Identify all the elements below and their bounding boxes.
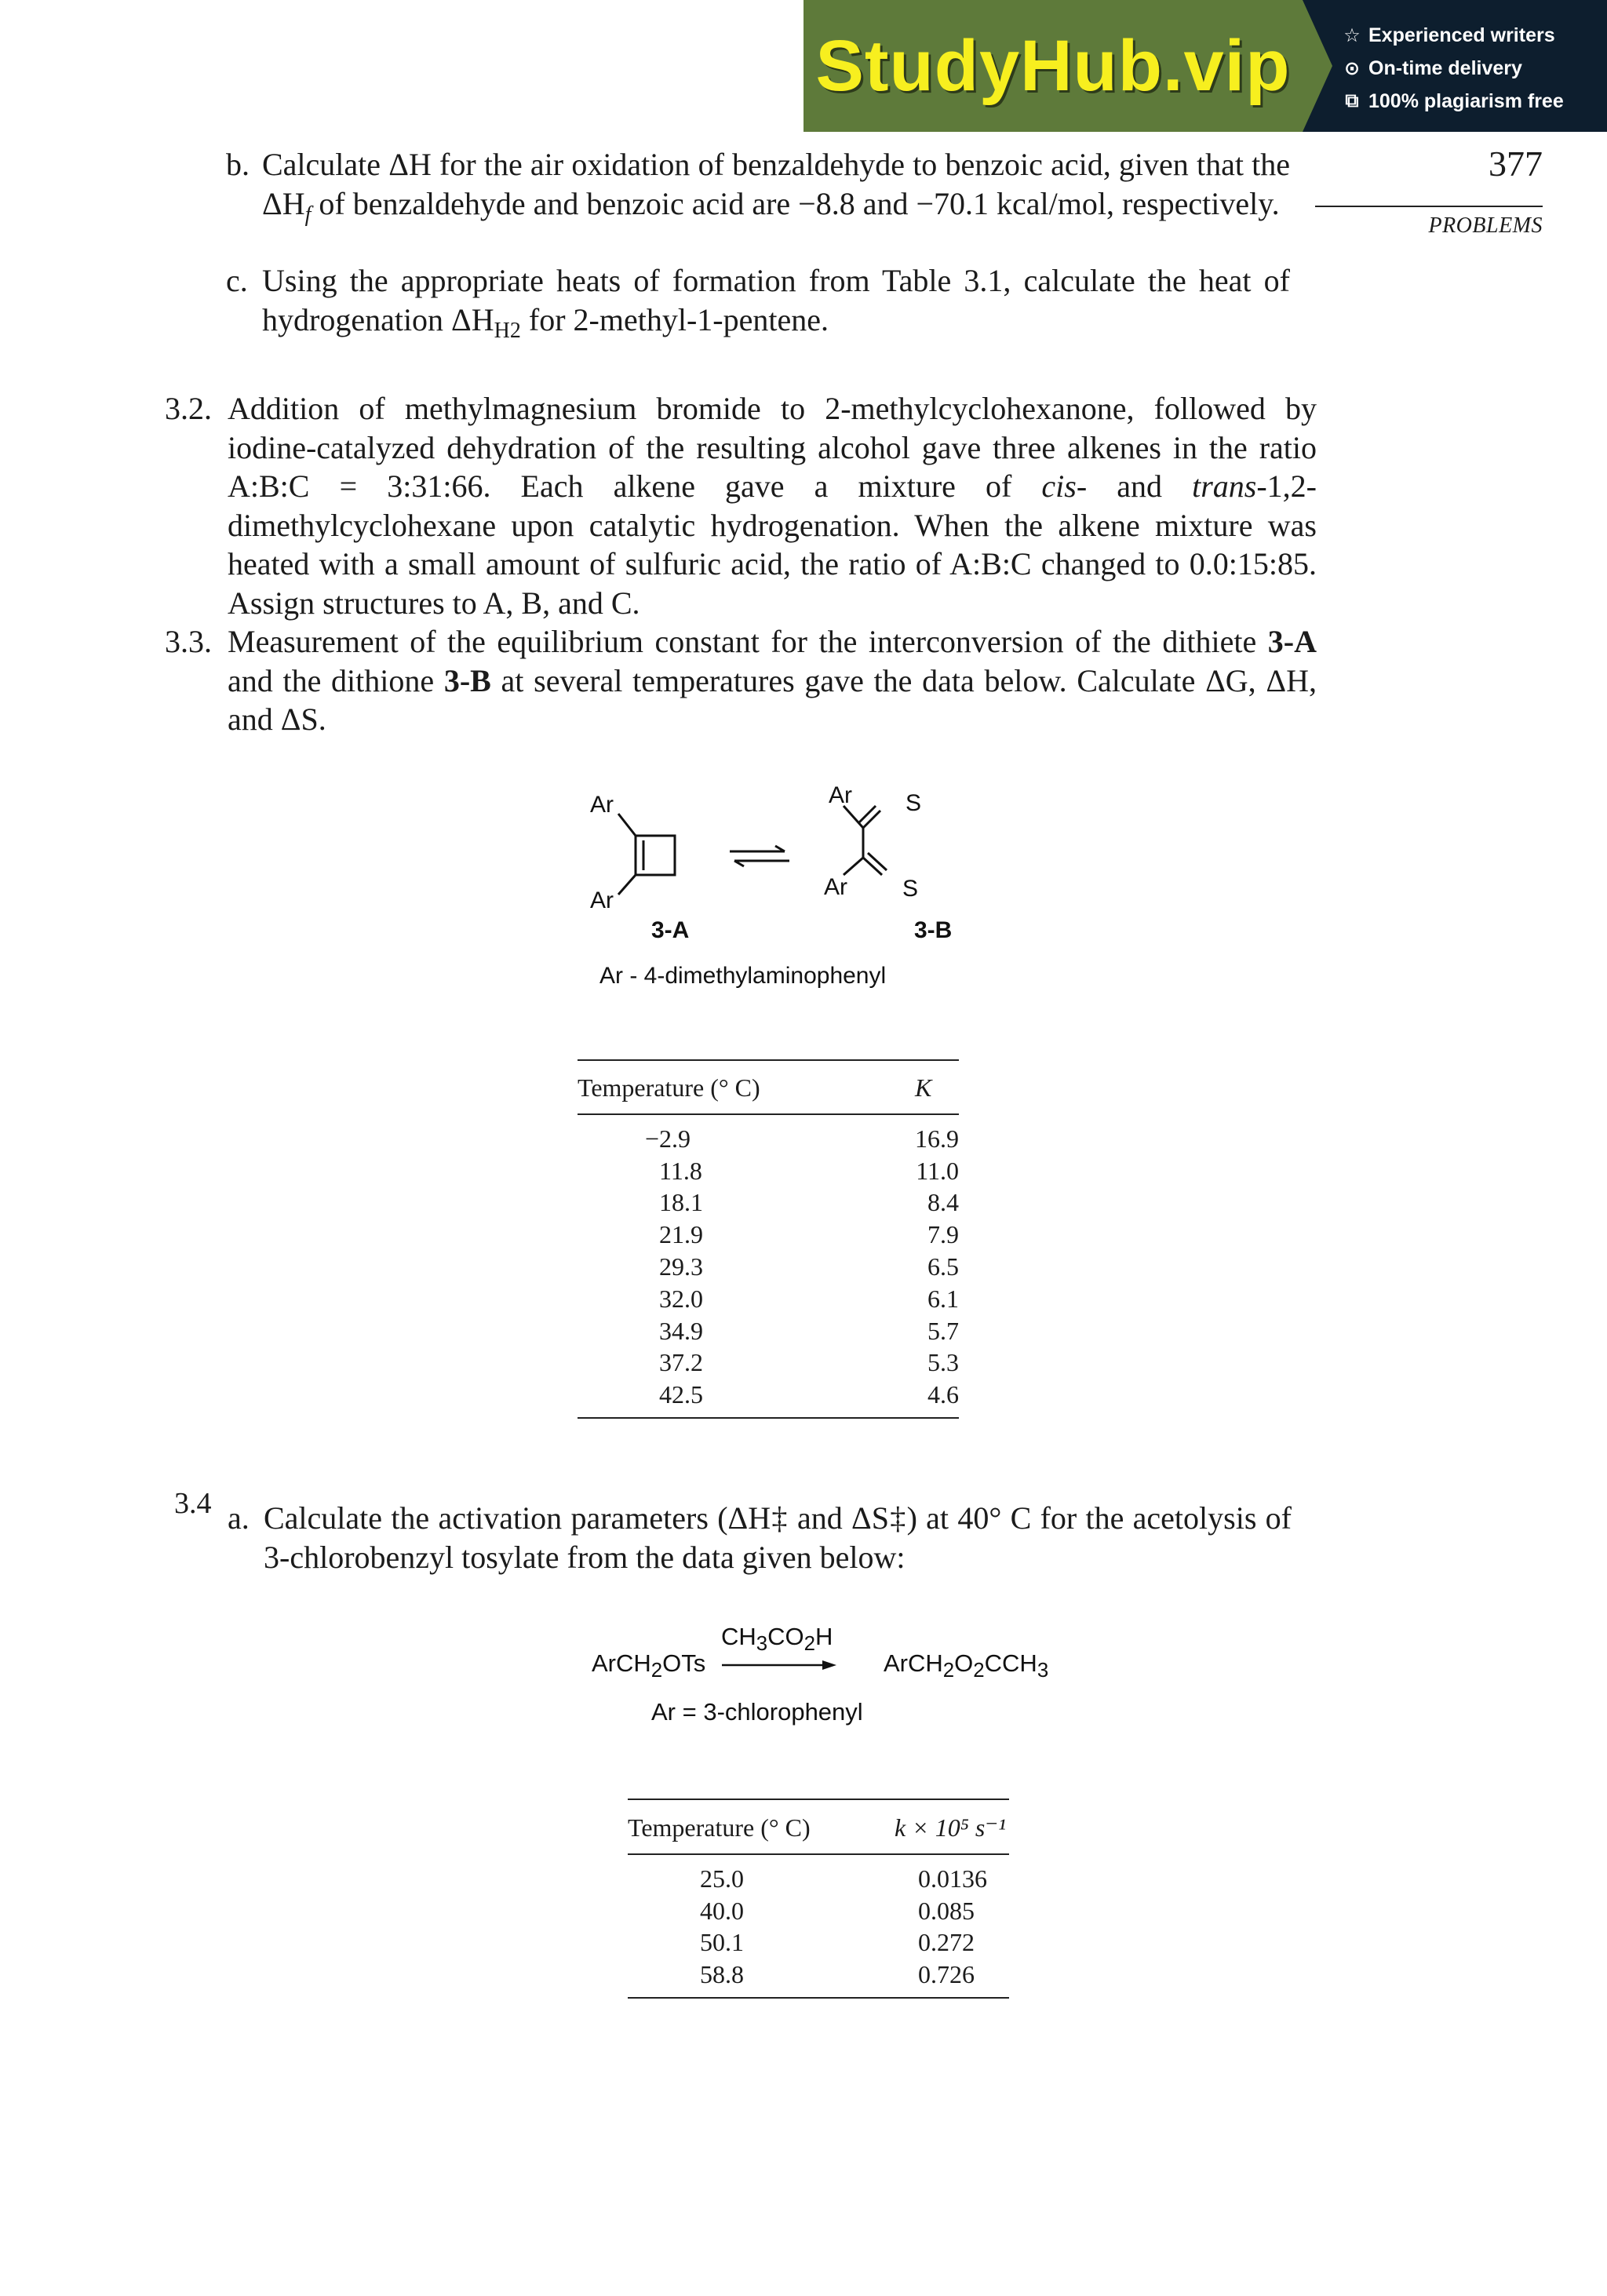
reaction-arrow [722,1659,836,1671]
scheme-caption: Ar = 3-chlorophenyl [651,1698,863,1726]
thione-bond [863,811,880,828]
compound-label: 3-B [443,662,491,698]
problem-text: Using the appropriate heats of formation from Table 3.1, calculate the heat of hydrogenation ΔH [262,263,1290,337]
aryl-bond [844,858,863,875]
perk-item [1342,85,1607,118]
perk-text: 100% plagiarism free [1368,89,1564,112]
cyclobutene-ring [636,836,675,875]
column-header-temperature: Temperature (° C) [628,1799,895,1854]
problem-text: Measurement of the equilibrium constant for the interconversion of the dithiete [228,624,1268,659]
table-row [578,1251,959,1283]
problem-text: of benzaldehyde and benzoic acid are −8.8 and −70.1 kcal/mol, respectively. [311,185,1280,221]
item-label: c. [226,263,248,298]
cell-temperature: 37.2 [659,1348,703,1377]
brand-logo[interactable]: StudyHub.vip [804,0,1303,132]
thione-bond [868,853,887,870]
table-row [578,1379,959,1418]
cell-k: 0.272 [918,1928,975,1957]
aryl-label: Ar [824,874,847,900]
problem-number: 3.4 [174,1487,212,1520]
problem-text: Calculate ΔH for the air oxidation of benzaldehyde to benzoic acid, given that the ΔH [262,147,1290,221]
perk-text: Experienced writers [1368,24,1555,46]
problem-text: and the dithione [228,662,444,698]
cell-k: 4.6 [915,1379,959,1418]
column-header-k: k × 10⁵ s⁻¹ [895,1799,1009,1854]
problem-text: Calculate the activation parameters (ΔH‡ and ΔS‡) at 40° C for the acetolysis of 3-chlorobenzyl tosylate from the data given below: [264,1500,1292,1575]
cell-temperature: 50.1 [700,1928,744,1957]
equilibrium-constant-table [578,1059,959,1419]
cell-temperature: 32.0 [659,1284,703,1313]
aryl-label: Ar [590,792,614,818]
compound-label-3a: 3-A [651,917,690,943]
italic-term: trans [1192,468,1257,504]
table-row [578,1187,959,1219]
rate-constant-table [628,1799,1009,1999]
problem-3-4-a [228,1499,1292,1576]
cell-temperature: −2.9 [645,1124,691,1153]
cell-temperature: 25.0 [700,1864,744,1893]
cell-temperature: 21.9 [659,1220,703,1249]
table-row [628,1895,1009,1927]
dithiete-dithione-scheme [549,773,989,1008]
star-icon: ☆ [1343,24,1361,46]
cell-k: 5.3 [927,1348,959,1377]
item-label: b. [226,147,250,182]
problem-text: - and [1076,468,1193,504]
table-header-row [578,1060,959,1114]
cell-k: 6.1 [927,1284,959,1313]
acetolysis-scheme [592,1616,1078,1734]
cell-k: 0.0136 [918,1864,987,1893]
cell-k: 7.9 [927,1220,959,1249]
product-label: $ArCH_2O_2CCH_3$ [884,1649,1049,1682]
table-row [578,1155,959,1187]
running-head: PROBLEMS [1428,213,1543,238]
cell-k: 0.726 [895,1959,1009,1998]
banner-arrow-divider [1303,0,1332,132]
problem-text: for 2-methyl-1-pentene. [520,301,829,337]
table-row [628,1854,1009,1895]
aryl-bond [618,875,636,895]
aryl-bond [618,814,636,836]
problem-number: 3.2. [165,391,212,426]
table-row [578,1283,959,1315]
cell-k: 5.7 [927,1316,959,1345]
problem-3-3 [165,622,1317,739]
perk-item [1342,52,1607,85]
aryl-label: Ar [829,782,852,808]
cell-temperature: 40.0 [700,1896,744,1925]
cell-temperature: 34.9 [659,1316,703,1345]
aryl-label: Ar [590,887,614,913]
compound-label-3b: 3-B [914,917,953,943]
scheme-caption: Ar - 4-dimethylaminophenyl [599,963,887,989]
page-number: 377 [1489,144,1543,184]
cell-k: 8.4 [927,1188,959,1217]
cell-k: 0.085 [918,1896,975,1925]
table-row [578,1219,959,1251]
table-row [628,1927,1009,1959]
running-head-rule [1315,206,1543,207]
thione-bond [858,806,876,823]
compound-label: 3-A [1267,624,1317,659]
problem-text: -1,2-dimethylcyclohexane upon catalytic hydrogenation. When the alkene mixture was heated with a small amount of sulfuric acid, the ratio of A:B:C changed to 0.0:15:85. Assign structures to A, B, and C. [228,468,1317,621]
cell-k: 6.5 [927,1252,959,1281]
cell-temperature: 58.8 [628,1959,895,1998]
reagent-label: $CH_3CO_2H$ [721,1623,833,1656]
table-row [628,1959,1009,1998]
sulfur-label: S [906,790,922,816]
perk-text: On-time delivery [1368,56,1522,79]
reactant-label: ArCH$_2$OTs [592,1649,706,1682]
item-label: a. [228,1500,250,1536]
subscript: f [304,202,312,227]
problem-3-1-c [226,261,1290,350]
subscript: H2 [494,318,521,343]
table-row [578,1347,959,1379]
copy-icon: ⧉ [1345,90,1359,111]
problem-number: 3.3. [165,624,212,659]
table-row [578,1315,959,1347]
aryl-bond [844,806,863,828]
clock-icon: ⊙ [1343,57,1361,79]
table-row [578,1114,959,1155]
italic-term: cis [1041,468,1077,504]
thione-bond [863,858,882,875]
studyhub-banner[interactable] [804,0,1607,132]
problem-3-1-b [226,145,1290,234]
column-header-temperature: Temperature (° C) [578,1060,915,1114]
perk-list [1332,0,1607,132]
cell-temperature: 42.5 [578,1379,915,1418]
cell-temperature: 29.3 [659,1252,703,1281]
table-header-row [628,1799,1009,1854]
problem-text: at several temperatures gave the data below. Calculate ΔG, ΔH, and ΔS. [228,662,1317,737]
perk-item [1342,19,1607,52]
problem-3-2 [165,389,1317,622]
cell-temperature: 11.8 [659,1156,702,1185]
cell-k: 16.9 [915,1124,959,1153]
column-header-k: K [915,1060,959,1114]
cell-k: 11.0 [916,1156,959,1185]
problem-text: Addition of methylmagnesium bromide to 2-methylcyclohexanone, followed by iodine-catalyzed dehydration of the resulting alcohol gave three alkenes in the ratio A:B:C = 3:31:66. Each alkene gave a mixture of [228,391,1317,504]
cell-temperature: 18.1 [659,1188,703,1217]
sulfur-label: S [902,876,919,902]
